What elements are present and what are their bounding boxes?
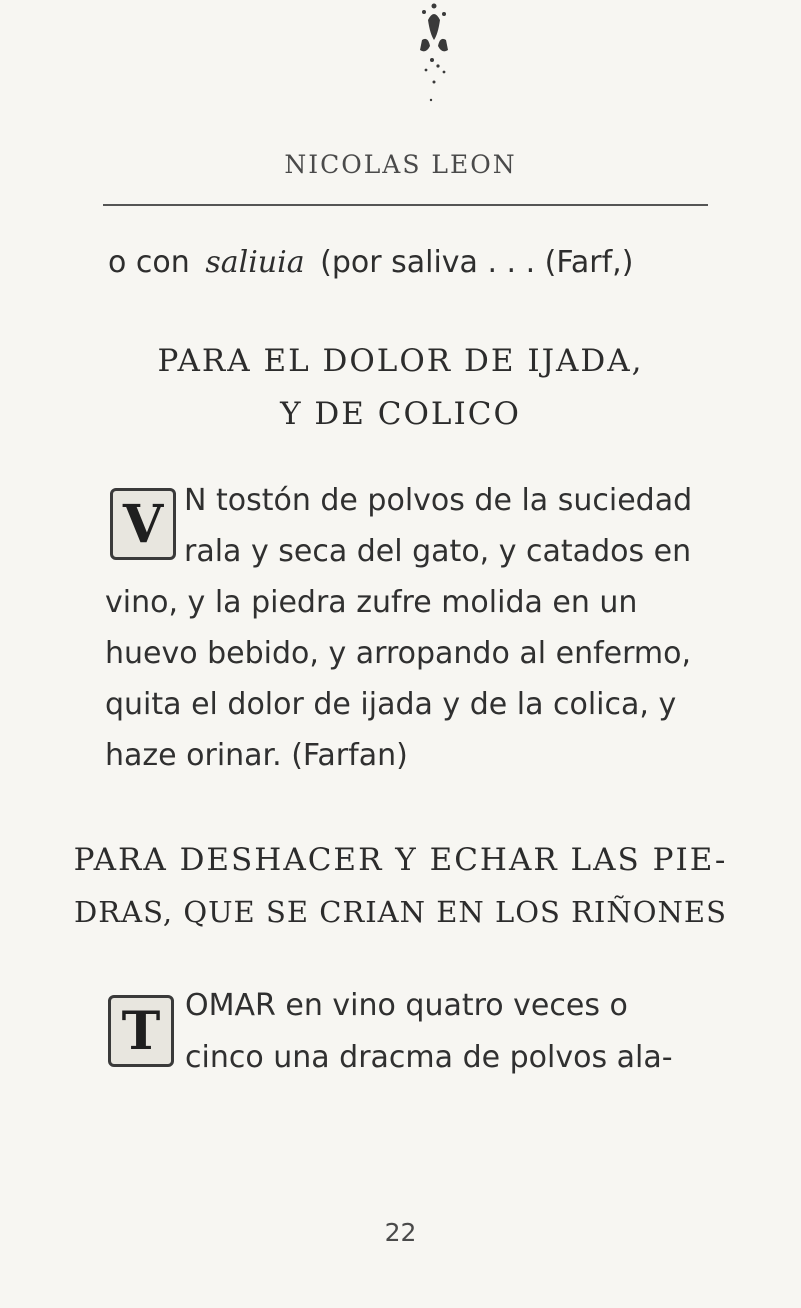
section-heading-line: DRAS, QUE SE CRIAN EN LOS RIÑONES bbox=[74, 895, 727, 929]
drop-cap: T bbox=[108, 995, 174, 1067]
text-line: quita el dolor de ijada y de la colica, y bbox=[105, 687, 677, 722]
gloss-rest: (por saliva . . . (Farf,) bbox=[320, 245, 634, 280]
drop-cap: V bbox=[110, 488, 176, 560]
gloss-line bbox=[108, 245, 633, 280]
gloss-italic-word: saliuia bbox=[205, 245, 305, 280]
gloss-prefix: o con bbox=[108, 245, 190, 280]
text-line: N tostón de polvos de la suciedad bbox=[184, 483, 693, 518]
text-line: OMAR en vino quatro veces o bbox=[185, 988, 628, 1023]
text-line: huevo bebido, y arropando al enfermo, bbox=[105, 636, 692, 671]
header-rule bbox=[103, 204, 708, 206]
printer-ornament-icon bbox=[404, 0, 464, 118]
section-heading-line: PARA DESHACER Y ECHAR LAS PIE- bbox=[73, 842, 728, 878]
running-head: NICOLAS LEON bbox=[284, 150, 517, 179]
section-heading-line: PARA EL DOLOR DE IJADA, bbox=[157, 343, 644, 379]
text-line: haze orinar. (Farfan) bbox=[105, 738, 408, 773]
text-line: cinco una dracma de polvos ala- bbox=[185, 1040, 673, 1075]
section-heading-line: Y DE COLICO bbox=[280, 396, 521, 432]
text-line: rala y seca del gato, y catados en bbox=[184, 534, 692, 569]
page-number: 22 bbox=[384, 1218, 417, 1247]
text-line: vino, y la piedra zufre molida en un bbox=[105, 585, 638, 620]
